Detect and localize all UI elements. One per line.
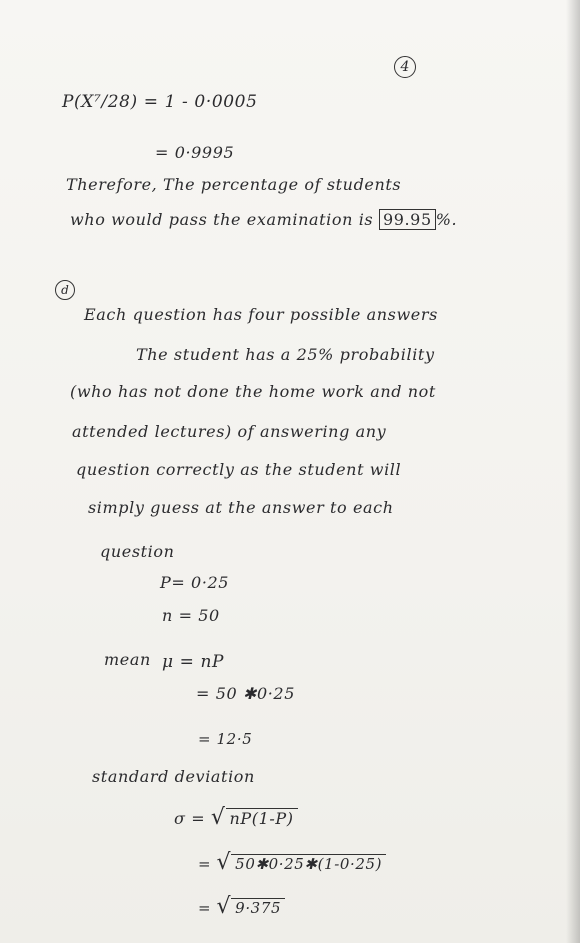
conclusion-line-2 <box>70 210 457 229</box>
radical-sign: √ <box>210 805 226 830</box>
explanation-line-2: The student has a 25% probability <box>136 345 435 364</box>
explanation-line-4: attended lectures) of answering any <box>72 422 387 441</box>
explanation-line-3: (who has not done the home work and not <box>70 382 436 401</box>
p-value: P= 0·25 <box>160 573 230 592</box>
sd-substitution <box>198 850 386 875</box>
sigma-equals: σ = <box>174 809 206 828</box>
explanation-line-1: Each question has four possible answers <box>84 305 438 324</box>
percent-sign: %. <box>435 210 458 229</box>
mean-substitution: = 50 ✱0·25 <box>196 684 295 703</box>
equals-sign: = <box>198 899 212 917</box>
page-edge-shadow <box>566 0 580 943</box>
radicand: 50✱0·25✱(1-0·25) <box>231 854 386 873</box>
radicand: 9·375 <box>231 898 285 917</box>
mean-result: = 12·5 <box>198 730 253 748</box>
probability-equation: P(X⁷/28) = 1 - 0·0005 <box>62 92 258 112</box>
explanation-line-6: simply guess at the answer to each <box>88 498 394 517</box>
mean-formula: μ = nP <box>162 652 225 672</box>
boxed-answer: 99.95 <box>379 209 436 230</box>
sd-intermediate <box>198 894 285 919</box>
mean-label: mean <box>104 650 151 669</box>
probability-result: = 0·9995 <box>155 143 235 162</box>
radical-sign: √ <box>216 850 232 875</box>
sd-label: standard deviation <box>92 767 255 786</box>
explanation-line-5: question correctly as the student will <box>76 460 402 479</box>
conclusion-line-1: Therefore, The percentage of students <box>66 175 402 194</box>
conclusion-text: who would pass the examination is <box>70 210 374 229</box>
radicand: nP(1-P) <box>226 808 298 828</box>
equals-sign: = <box>198 855 212 873</box>
page-number: 4 <box>394 56 416 78</box>
explanation-line-7: question <box>100 542 175 561</box>
sd-formula <box>174 805 298 830</box>
part-label: d <box>55 280 75 300</box>
radical-sign: √ <box>216 894 232 919</box>
n-value: n = 50 <box>162 606 220 625</box>
